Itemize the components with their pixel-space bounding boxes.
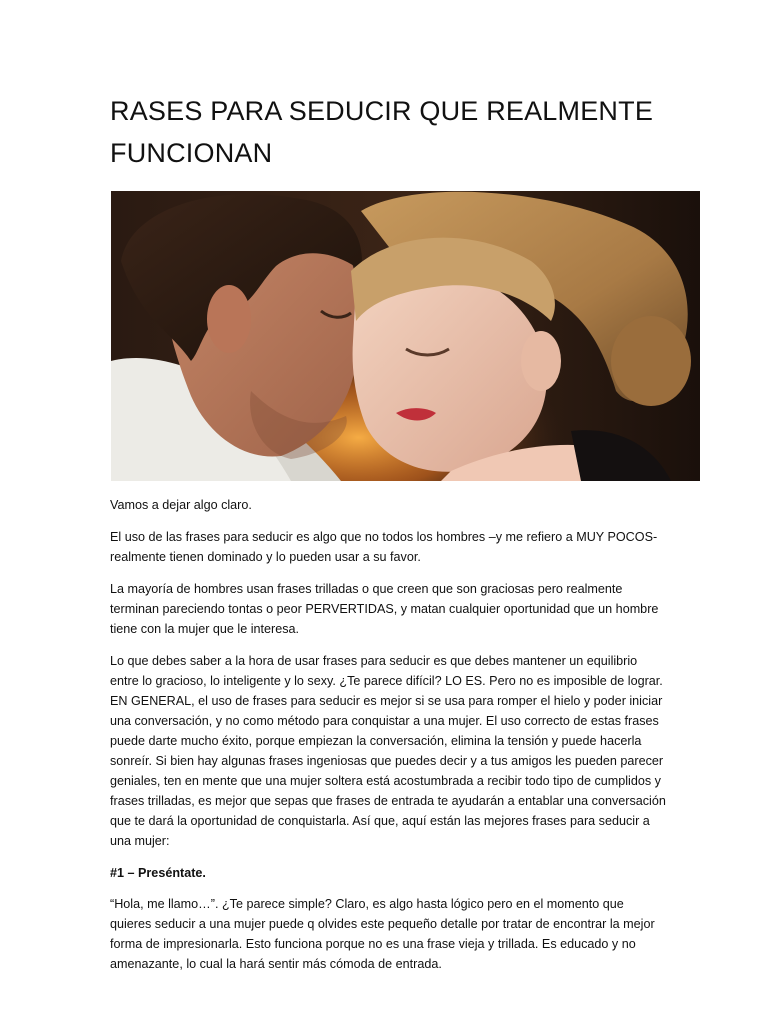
paragraph-intro: Vamos a dejar algo claro. (110, 498, 252, 512)
section-heading-1: #1 – Preséntate. (110, 866, 206, 880)
paragraph-5: “Hola, me llamo…”. ¿Te parece simple? Claro, es algo hasta lógico pero en el momento que quieres seducir a una mujer puede q olvides este pequeño detalle por tratar de encontrar la mejor forma de impresionarla. Esto funciona porque no es una frase vieja y trillada. Es educado y no amenazante, lo cual la hará sentir más cómoda de entrada. (110, 897, 655, 971)
page-title: RASES PARA SEDUCIR QUE REALMENTE FUNCIONAN (110, 96, 654, 168)
paragraph-4: Lo que debes saber a la hora de usar frases para seducir es que debes mantener un equilibrio entre lo gracioso, lo inteligente y lo sexy. ¿Te parece difícil? LO ES. Pero no es imposible de lograr. EN GENERAL, el uso de frases para seducir es mejor si se usa para romper el hielo y poder iniciar una conversación, y no como método para conquistar a una mujer. El uso correcto de estas frases puede darte mucho éxito, porque empiezan la conversación, elimina la tensión y puede hacerla sonreír. Si bien hay algunas frases ingeniosas que puedes decir y a tus amigos les pueden parecer geniales, ten en mente que una mujer soltera está acostumbrada a recibir todo tipo de cumplidos y frases trilladas, es mejor que sepas que frases de entrada te ayudarán a entablar una conversación que te dará la oportunidad de conquistarla. Así que, aquí están las mejores frases para seducir a una mujer: (110, 654, 666, 848)
couple-photo (111, 191, 700, 481)
paragraph-3: La mayoría de hombres usan frases trilladas o que creen que son graciosas pero realmente terminan pareciendo tontas o peor PERVERTIDAS, y matan cualquier oportunidad que un hombre tiene con la mujer que le interesa. (110, 582, 659, 636)
paragraph-2: El uso de las frases para seducir es algo que no todos los hombres –y me refiero a MUY POCOS- realmente tienen dominado y lo pueden usar a su favor. (110, 530, 658, 564)
article-body (110, 495, 666, 986)
couple-photo-illustration (111, 191, 700, 481)
